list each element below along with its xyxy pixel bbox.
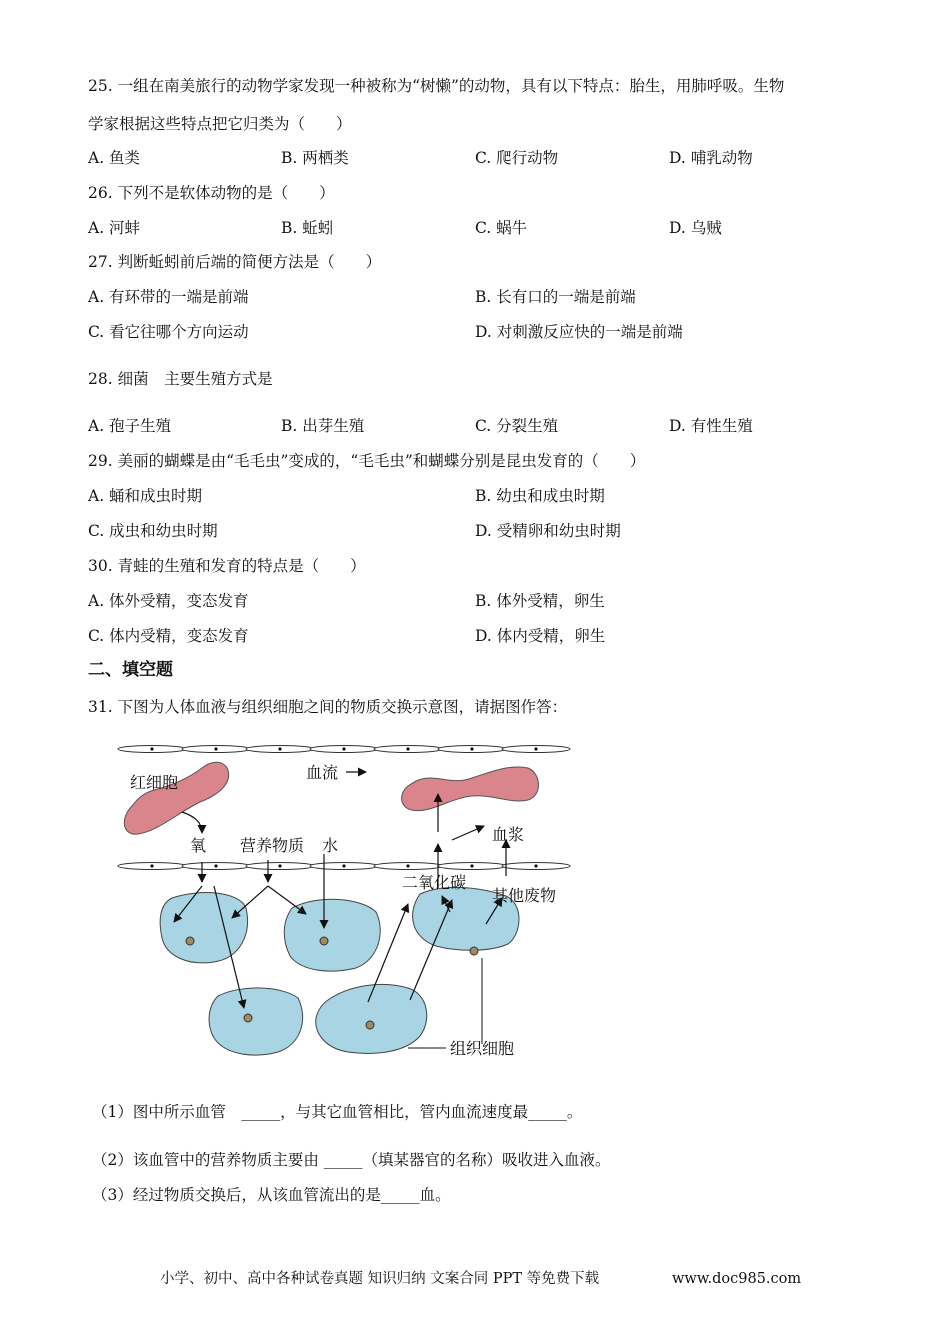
q25-option-b: B. 两栖类 bbox=[281, 149, 349, 167]
q27-option-c: C. 看它往哪个方向运动 bbox=[88, 323, 249, 341]
label-blood-flow: 血流 bbox=[306, 763, 339, 782]
q25-stem-line1: 25. 一组在南美旅行的动物学家发现一种被称为“树懒”的动物，具有以下特点：胎生，用肺呼吸。生物 bbox=[88, 77, 785, 95]
q30-option-b: B. 体外受精，卵生 bbox=[475, 592, 605, 610]
q29-option-a: A. 蛹和成虫时期 bbox=[88, 487, 203, 505]
q31-sub1: （1）图中所示血管 _____，与其它血管相比，管内血流速度最_____。 bbox=[92, 1103, 583, 1121]
q26-stem: 26. 下列不是软体动物的是（ ） bbox=[88, 184, 335, 202]
plasma-arrow bbox=[452, 826, 484, 840]
q26-option-a: A. 河蚌 bbox=[88, 219, 141, 237]
capillary-exchange-diagram bbox=[110, 738, 580, 1068]
q26-option-b: B. 蚯蚓 bbox=[281, 219, 334, 237]
q28-option-b: B. 出芽生殖 bbox=[281, 417, 365, 435]
nutrients-to-cell2-arrow bbox=[268, 886, 306, 914]
tissue-cell-1 bbox=[160, 893, 247, 963]
q27-option-d: D. 对刺激反应快的一端是前端 bbox=[475, 323, 683, 341]
q27-stem: 27. 判断蚯蚓前后端的简便方法是（ ） bbox=[88, 253, 382, 271]
label-plasma: 血浆 bbox=[492, 825, 525, 844]
red-blood-cell-right bbox=[402, 767, 539, 811]
q30-option-c: C. 体内受精，变态发育 bbox=[88, 627, 249, 645]
q31-stem: 31. 下图为人体血液与组织细胞之间的物质交换示意图，请据图作答： bbox=[88, 698, 568, 716]
q29-stem: 29. 美丽的蝴蝶是由“毛毛虫”变成的，“毛毛虫”和蝴蝶分别是昆虫发育的（ ） bbox=[88, 452, 646, 470]
q30-option-a: A. 体外受精，变态发育 bbox=[88, 592, 249, 610]
q29-option-b: B. 幼虫和成虫时期 bbox=[475, 487, 605, 505]
label-nutrients: 营养物质 bbox=[240, 836, 305, 855]
label-oxygen: 氧 bbox=[190, 836, 207, 855]
q27-option-a: A. 有环带的一端是前端 bbox=[88, 288, 249, 306]
label-co2: 二氧化碳 bbox=[402, 873, 467, 892]
tissue-cell-2 bbox=[284, 899, 380, 971]
label-water: 水 bbox=[322, 836, 339, 855]
label-tissue-cell: 组织细胞 bbox=[450, 1039, 515, 1058]
q29-option-c: C. 成虫和幼虫时期 bbox=[88, 522, 218, 540]
q26-option-d: D. 乌贼 bbox=[669, 219, 722, 237]
section-heading: 二、填空题 bbox=[88, 660, 173, 680]
q25-option-c: C. 爬行动物 bbox=[475, 149, 559, 167]
footer-left-text: 小学、初中、高中各种试卷真题 知识归纳 文案合同 PPT 等免费下载 bbox=[160, 1271, 600, 1287]
q30-option-d: D. 体内受精，卵生 bbox=[475, 627, 606, 645]
q29-option-d: D. 受精卵和幼虫时期 bbox=[475, 522, 621, 540]
q25-option-d: D. 哺乳动物 bbox=[669, 149, 753, 167]
q26-option-c: C. 蜗牛 bbox=[475, 219, 528, 237]
q31-sub3: （3）经过物质交换后，从该血管流出的是_____血。 bbox=[92, 1186, 451, 1204]
q28-option-c: C. 分裂生殖 bbox=[475, 417, 559, 435]
q28-option-d: D. 有性生殖 bbox=[669, 417, 753, 435]
tissue-cell-3 bbox=[209, 988, 303, 1055]
tissue-cells bbox=[160, 887, 519, 1055]
q28-stem: 28. 细菌 主要生殖方式是 bbox=[88, 370, 273, 388]
q30-stem: 30. 青蛙的生殖和发育的特点是（ ） bbox=[88, 557, 366, 575]
label-red-cell: 红细胞 bbox=[130, 773, 179, 792]
q31-sub2: （2）该血管中的营养物质主要由 _____（填某器官的名称）吸收进入血液。 bbox=[92, 1151, 611, 1169]
footer-url[interactable]: www.doc985.com bbox=[672, 1271, 802, 1287]
q25-option-a: A. 鱼类 bbox=[88, 149, 141, 167]
q27-option-b: B. 长有口的一端是前端 bbox=[475, 288, 636, 306]
red-cell-to-oxygen-arrow bbox=[182, 812, 202, 833]
label-waste: 其他废物 bbox=[492, 886, 557, 905]
q28-option-a: A. 孢子生殖 bbox=[88, 417, 172, 435]
q25-stem-line2: 学家根据这些特点把它归类为（ ） bbox=[88, 115, 352, 133]
